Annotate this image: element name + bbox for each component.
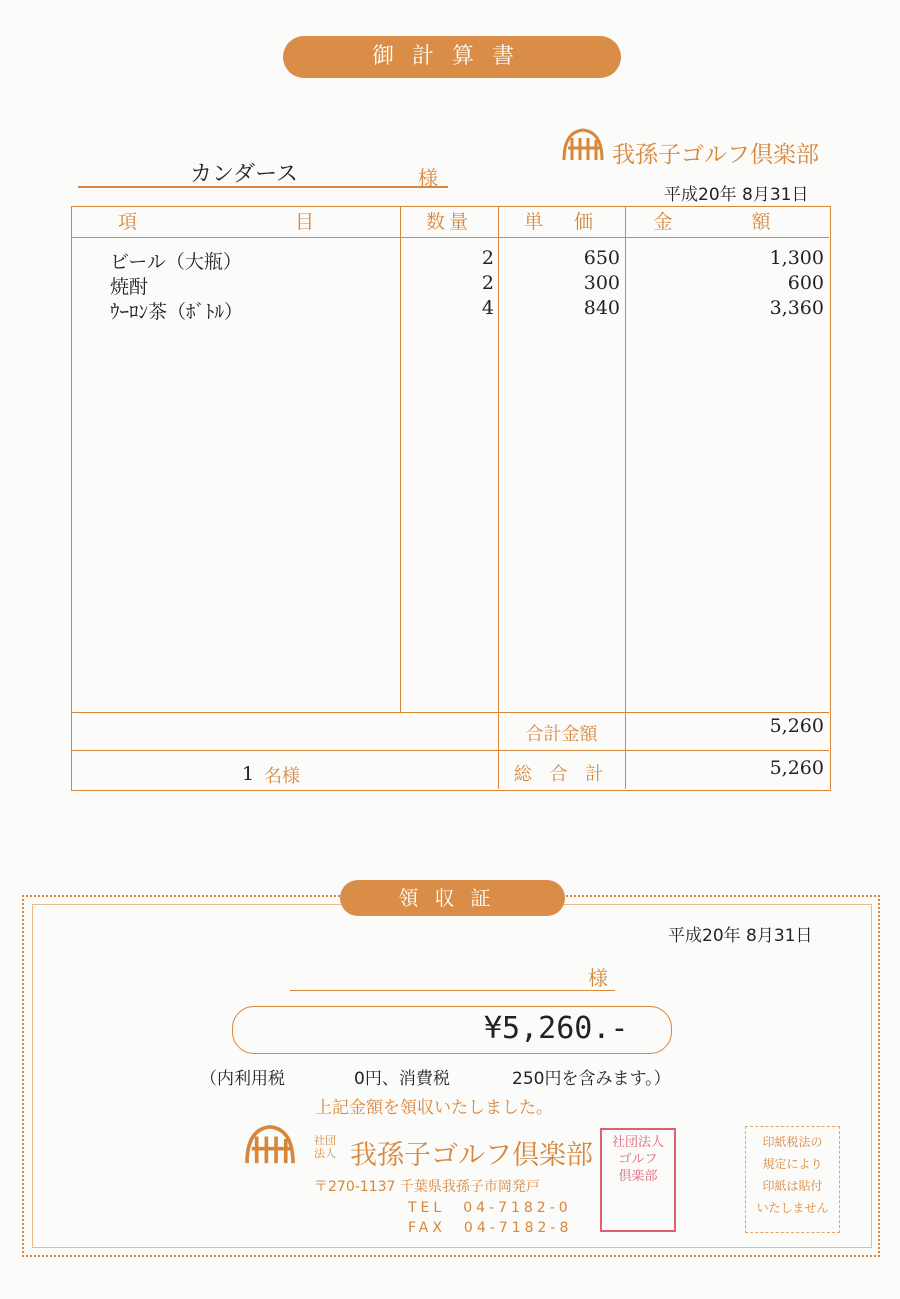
tax-prefix: （内利用税	[200, 1069, 285, 1089]
receipt-club-logo-icon	[242, 1122, 298, 1168]
tax-note-line: いたしません	[756, 1201, 829, 1215]
customer-underline	[78, 186, 448, 188]
stamp-tax-note	[745, 1126, 840, 1233]
invoice-title: 御計算書	[283, 36, 621, 78]
invoice-club-name: 我孫子ゴルフ倶楽部	[612, 142, 819, 168]
received-text: 上記金額を領収いたしました。	[315, 1098, 553, 1118]
item-amount: 3,360	[769, 297, 824, 319]
usage-tax: 0円、消費税	[354, 1069, 450, 1089]
column-header-unit-price: 単 価	[523, 211, 599, 233]
item-unit-price: 840	[583, 297, 620, 319]
tax-note-line: 規定により	[762, 1157, 823, 1171]
party-label: 名様	[264, 766, 300, 787]
receipt-name-underline	[290, 990, 615, 991]
item-unit-price: 650	[583, 247, 620, 269]
item-qty: 4	[481, 297, 494, 319]
item-amount: 1,300	[769, 247, 824, 269]
total-label: 総 合 計	[513, 764, 610, 785]
item-name: 焼酎	[110, 276, 149, 298]
stamp-line: ゴルフ	[618, 1152, 658, 1167]
club-fax: FAX 04-7182-8	[408, 1220, 573, 1236]
customer-name: カンダース	[190, 162, 299, 187]
header-divider	[72, 237, 829, 238]
company-seal-stamp	[600, 1128, 676, 1232]
receipt-honorific: 様	[588, 966, 608, 990]
party-count: 1	[242, 763, 255, 785]
item-qty: 2	[481, 247, 494, 269]
column-header-amount: 金 額	[653, 211, 801, 233]
consumption-tax: 250円を含みます。）	[512, 1069, 671, 1089]
row-divider	[72, 712, 829, 713]
column-header-item: 項 目	[117, 211, 354, 233]
col-divider	[400, 207, 401, 712]
receipt-amount: ¥5,260.-	[484, 1011, 629, 1046]
stamp-line: 社団法人	[611, 1135, 664, 1150]
club-logo-icon	[560, 126, 606, 164]
receipt-title: 領収証	[340, 880, 565, 916]
invoice-table	[71, 206, 831, 791]
col-divider	[498, 207, 499, 789]
receipt-club-name: 我孫子ゴルフ倶楽部	[350, 1140, 593, 1171]
receipt-date: 平成20年 8月31日	[668, 926, 813, 946]
column-header-qty: 数量	[425, 211, 472, 233]
club-address: 〒270-1137 千葉県我孫子市岡発戸	[314, 1179, 540, 1195]
stamp-line: 倶楽部	[618, 1169, 658, 1184]
tax-note-line: 印紙税法の	[762, 1135, 823, 1149]
subtotal-label: 合計金額	[525, 724, 598, 745]
col-divider	[625, 207, 626, 789]
row-divider	[72, 750, 829, 751]
tax-note-line: 印紙は貼付	[762, 1179, 823, 1193]
total-value: 5,260	[769, 757, 824, 779]
club-tel: TEL 04-7182-0	[408, 1200, 572, 1216]
customer-honorific: 様	[418, 166, 438, 190]
item-qty: 2	[481, 272, 494, 294]
corp-type: 社団 法人	[314, 1134, 336, 1160]
invoice-date: 平成20年 8月31日	[664, 185, 809, 205]
item-name: ビール（大瓶）	[110, 251, 242, 273]
item-unit-price: 300	[583, 272, 620, 294]
item-amount: 600	[787, 272, 824, 294]
item-name: ｳｰﾛﾝ茶（ﾎﾞﾄﾙ）	[110, 301, 244, 323]
subtotal-value: 5,260	[769, 715, 824, 737]
